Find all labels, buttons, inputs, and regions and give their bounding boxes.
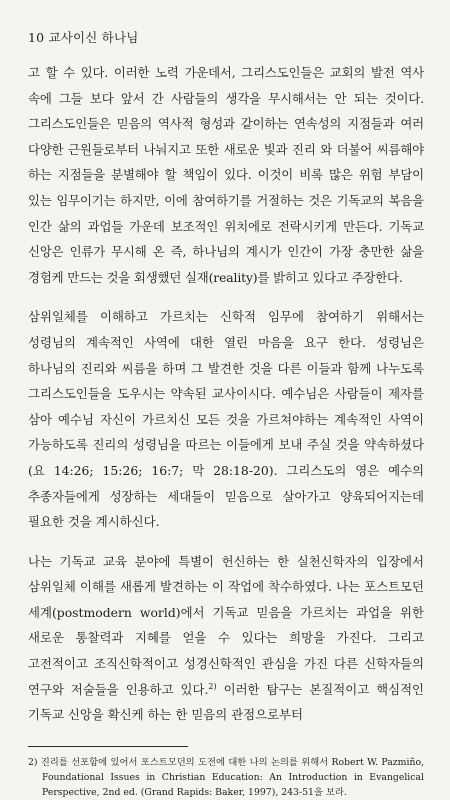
running-head: 10 교사이신 하나님 bbox=[28, 30, 139, 45]
footnote: 2) 진리를 선포함에 있어서 포스트모던의 도전에 대한 나의 논의를 위해서 Robert W. Pazmiño, Foundational Issues in Christian Education: An Introduction in Evangelical Perspective, 2nd ed. (Grand Rapids: Baker, 1997), 243-51을 보라. bbox=[28, 756, 424, 799]
paragraph-2: 삼위일체를 이해하고 가르치는 신학적 임무에 참여하기 위해서는 성령님의 계속적인 사역에 대한 열린 마음을 요구 한다. 성령님은 하나님의 진리와 씨름을 하며 그 발견한 것을 다른 이들과 함께 나누도록 그리스도인들을 도우시는 약속된 교사이시다. 예수님은 사람들이 제자를 삼아 예수님 자신이 가르치신 모든 것을 가르쳐야하는 계속적인 사역이 가능하도록 진리의 성령님을 따르는 이들에게 보내 주실 것을 약속하셨다(요 14:26; 15:26; 16:7; 막 28:18-20). 그리스도의 영은 예수의 추종자들에게 성장하는 세대들이 믿음으로 살아가고 양육되어지는데 필요한 것을 계시하신다. bbox=[28, 309, 424, 530]
paragraph-3-text: 나는 기독교 교육 분야에 특별이 헌신하는 한 실천신학자의 입장에서 삼위일체 이해를 새롭게 발견하는 이 작업에 착수하였다. 나는 포스트모던 세계(postmodern world)에서 기독교 믿음을 가르치는 과업을 위한 새로운 통찰력과 지혜를 얻을 수 있다는 희망을 가진다. 그리고 고전적이고 조직신학적이고 성경신학적인 관심을 가진 다른 신학자들의 연구와 저술들을 인용하고 있다. bbox=[28, 553, 424, 697]
footnote-divider bbox=[28, 746, 188, 747]
paragraph-3-continuation: 이러한 탐구는 본질적이고 핵심적인 기독교 신앙을 확신케 하는 한 믿음의 관점으로부터 bbox=[28, 681, 425, 723]
paragraph-1: 고 할 수 있다. 이러한 노력 가운데서, 그리스도인들은 교회의 발전 역사 속에 그들 보다 앞서 간 사람들의 생각을 무시해서는 안 되는 것이다. 그리스도인들은 믿음의 역사적 형성과 같이하는 연속성의 지점들과 여러 다양한 근원들로부터 나눠지고 또한 새로운 빛과 진리 와 더불어 씨름해야 하는 지점들을 분별해야 할 책임이 있다. 이것이 비록 많은 위험 부담이 있는 임무이기는 하지만, 이에 참여하기를 거절하는 것은 기독교의 복음을 인간 삶의 과업들 가운데 보조적인 위치에로 전락시키게 만든다. 기독교 신앙은 인류가 무시해 온 즉, 하나님의 계시가 인간이 가장 충만한 삶을 경험케 만드는 것을 회생했던 실재(reality)를 밝히고 있다고 주장한다. bbox=[28, 65, 424, 285]
footnote-reference: 2) bbox=[208, 681, 217, 691]
paragraph-3 bbox=[28, 549, 424, 728]
